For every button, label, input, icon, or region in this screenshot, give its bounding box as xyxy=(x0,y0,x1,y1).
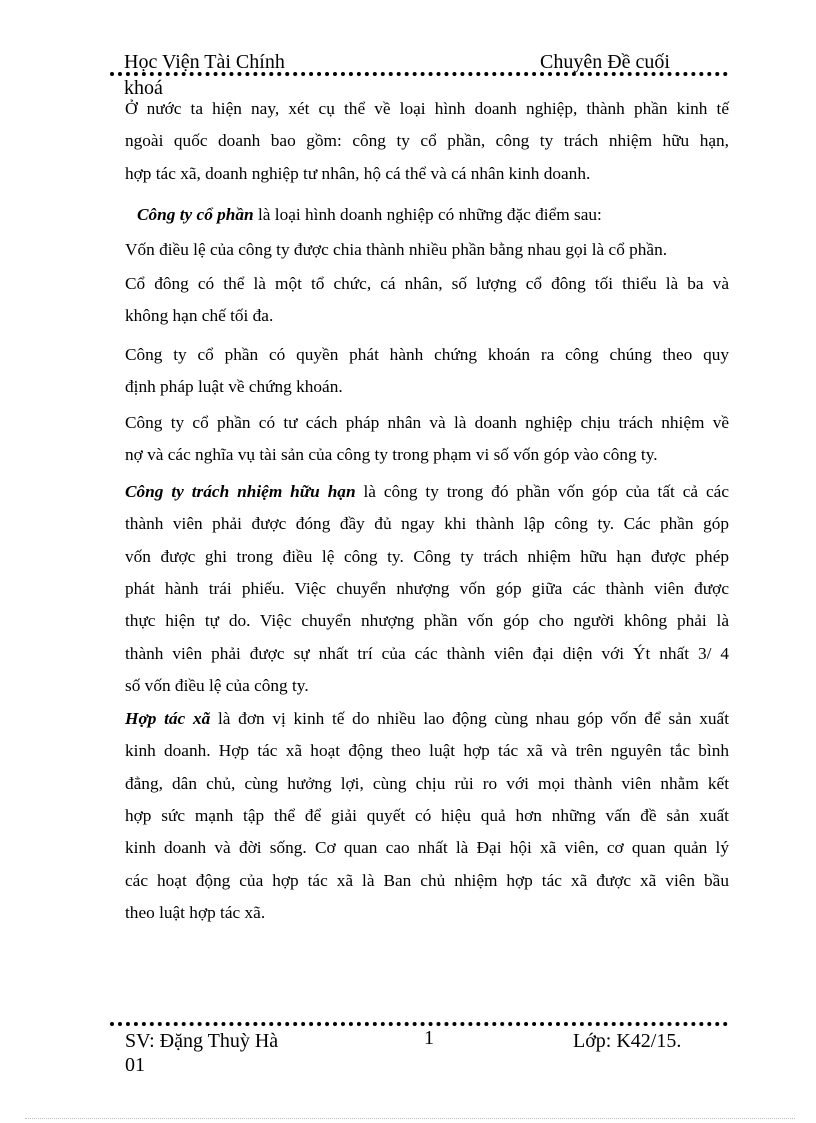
header-institution: Học Viện Tài Chính xyxy=(124,51,285,73)
line-text: phát hành trái phiếu. Việc chuyển nhượng vốn góp giữa các thành viên được xyxy=(125,578,729,598)
line-text: nợ và các nghĩa vụ tài sản của công ty trong phạm vi số vốn góp vào công ty. xyxy=(125,445,658,465)
text-line xyxy=(125,271,729,297)
line-text: hợp tác xã, doanh nghiệp tư nhân, hộ cá thể và cá nhân kinh doanh. xyxy=(125,163,591,183)
line-text: các hoạt động của hợp tác xã là Ban chủ nhiệm hợp tác xã được xã viên bầu xyxy=(125,870,729,890)
footer-divider xyxy=(110,1022,728,1026)
text-line xyxy=(125,479,729,505)
term-lead: Công ty trách nhiệm hữu hạn xyxy=(125,482,356,501)
line-text: ngoài quốc doanh bao gồm: công ty cổ phần, công ty trách nhiệm hữu hạn, xyxy=(125,131,729,151)
line-text: Công ty cổ phần có quyền phát hành chứng khoán ra công chúng theo quy xyxy=(125,345,729,364)
line-text: thực hiện tự do. Việc chuyển nhượng phần vốn góp cho người không phải là xyxy=(125,611,729,631)
text-line xyxy=(125,161,729,187)
header-title-wrap: khoá xyxy=(124,77,163,99)
text-line xyxy=(125,868,729,894)
header-title: Chuyên Đề cuối xyxy=(540,51,670,73)
line-text: Công ty cổ phần có tư cách pháp nhân và là doanh nghiệp chịu trách nhiệm về xyxy=(125,413,729,432)
line-text: thành viên phải được đóng đầy đủ ngay khi thành lập công ty. Các phần góp xyxy=(125,514,729,534)
text-line xyxy=(125,706,729,732)
text-line xyxy=(125,128,729,154)
text-line xyxy=(125,803,729,829)
text-line xyxy=(125,96,729,122)
text-line xyxy=(125,442,729,468)
text-line xyxy=(125,608,729,634)
line-text: Vốn điều lệ của công ty được chia thành nhiều phần bằng nhau gọi là cổ phần. xyxy=(125,240,668,259)
line-text: theo luật hợp tác xã. xyxy=(125,902,266,922)
text-line xyxy=(125,237,729,263)
line-text: định pháp luật về chứng khoán. xyxy=(125,377,343,397)
text-line xyxy=(125,771,729,797)
text-line xyxy=(125,342,729,368)
line-text: kinh doanh. Hợp tác xã hoạt động theo luật hợp tác xã và trên nguyên tắc bình xyxy=(125,741,729,761)
line-text: hợp sức mạnh tập thể để giải quyết có hiệu quả hơn những vấn đề sản xuất xyxy=(125,805,729,825)
text-line xyxy=(125,374,729,400)
line-text: thành viên phải được sự nhất trí của các thành viên đại diện với Ýt nhất 3/ 4 xyxy=(125,643,729,663)
line-text: Ở nước ta hiện nay, xét cụ thể về loại hình doanh nghiệp, thành phần kinh tế xyxy=(125,99,729,118)
page-edge xyxy=(25,1118,795,1119)
text-line xyxy=(125,511,729,537)
line-text: là công ty trong đó phần vốn góp của tất cả các xyxy=(355,482,730,501)
header-divider xyxy=(110,72,728,76)
footer-page-number: 1 xyxy=(424,1027,434,1049)
term-lead: Công ty cổ phần xyxy=(137,205,254,224)
text-line xyxy=(125,673,729,699)
line-text: đẳng, dân chủ, cùng hưởng lợi, cùng chịu rủi ro với mọi thành viên nhằm kết xyxy=(125,773,729,793)
line-text: không hạn chế tối đa. xyxy=(125,306,274,326)
line-text: kinh doanh và đời sống. Cơ quan cao nhất là Đại hội xã viên, cơ quan quản lý xyxy=(125,838,729,858)
text-line xyxy=(125,410,729,436)
text-line xyxy=(125,303,729,329)
text-line xyxy=(125,738,729,764)
text-line xyxy=(125,641,729,667)
text-line xyxy=(137,202,729,228)
text-line xyxy=(125,576,729,602)
line-text: là đơn vị kinh tế do nhiều lao động cùng nhau góp vốn để sản xuất xyxy=(210,709,730,728)
line-text: là loại hình doanh nghiệp có những đặc điểm sau: xyxy=(253,205,602,224)
footer-student: SV: Đặng Thuỳ Hà xyxy=(125,1030,279,1052)
text-line xyxy=(125,544,729,570)
text-line xyxy=(125,900,729,926)
term-lead: Hợp tác xã xyxy=(125,709,211,728)
line-text: Cổ đông có thể là một tổ chức, cá nhân, số lượng cổ đông tối thiểu là ba và xyxy=(125,274,729,293)
line-text: số vốn điều lệ của công ty. xyxy=(125,675,309,695)
footer-student-wrap: 01 xyxy=(125,1054,145,1076)
line-text: vốn được ghi trong điều lệ công ty. Công ty trách nhiệm hữu hạn được phép xyxy=(125,546,729,566)
footer-class: Lớp: K42/15. xyxy=(573,1030,682,1052)
text-line xyxy=(125,835,729,861)
